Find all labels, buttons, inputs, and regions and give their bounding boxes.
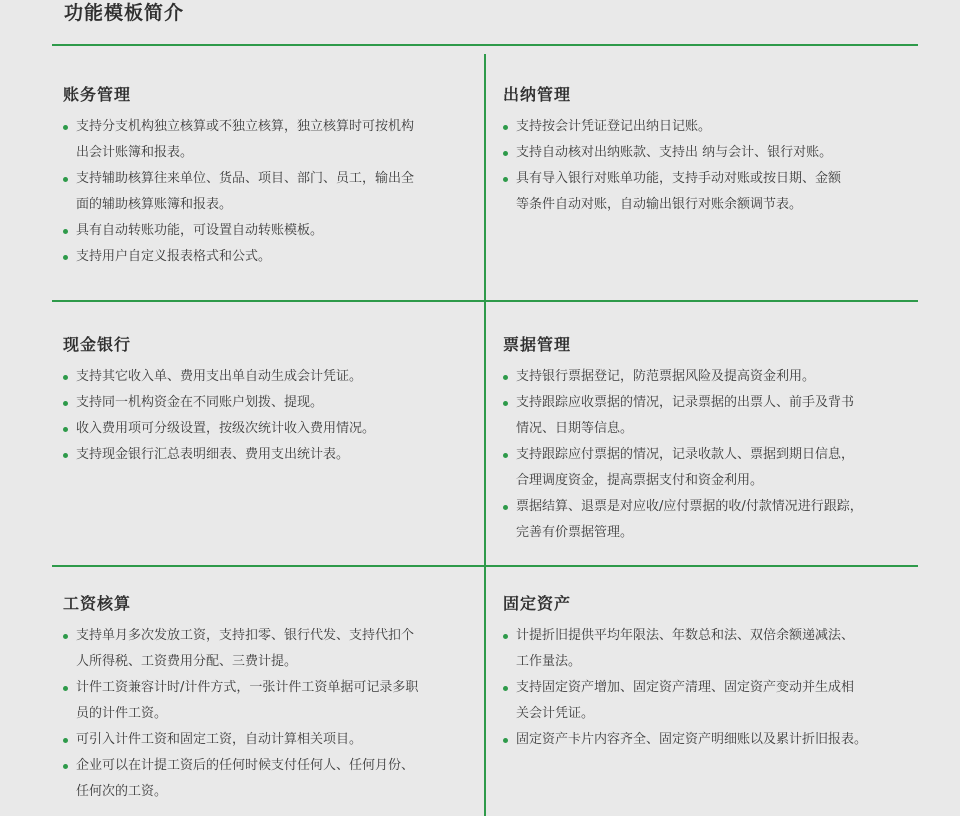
feature-text: 计提折旧提供平均年限法、年数总和法、双倍余额递减法、 (516, 628, 855, 643)
section-bills (503, 334, 918, 546)
bullet-icon (503, 453, 508, 458)
bullet-icon (503, 505, 508, 510)
feature-text: 完善有价票据管理。 (516, 525, 634, 540)
feature-text: 支持辅助核算往来单位、货品、项目、部门、员工，输出全 (76, 171, 415, 186)
feature-text: 支持用户自定义报表格式和公式。 (76, 249, 272, 264)
bullet-icon (63, 427, 68, 432)
feature-text: 支持固定资产增加、固定资产清理、固定资产变动并生成相 (516, 680, 855, 695)
row-divider-2 (52, 565, 918, 567)
bullet-icon (503, 738, 508, 743)
feature-text: 支持跟踪应付票据的情况，记录收款人、票据到期日信息， (516, 447, 855, 462)
feature-text: 出会计账簿和报表。 (76, 145, 194, 160)
feature-item (63, 623, 475, 675)
feature-item (63, 166, 475, 218)
bullet-icon (63, 738, 68, 743)
section-title: 票据管理 (503, 335, 572, 354)
bullet-icon (63, 177, 68, 182)
feature-text: 支持分支机构独立核算或不独立核算，独立核算时可按机构 (76, 119, 415, 134)
bullet-icon (63, 401, 68, 406)
bullet-icon (63, 634, 68, 639)
bullet-icon (63, 229, 68, 234)
feature-item (63, 218, 475, 244)
feature-item (503, 442, 918, 494)
feature-text: 支持自动核对出纳账款、支持出 纳与会计、银行对账。 (516, 145, 833, 160)
feature-text: 具有导入银行对账单功能，支持手动对账或按日期、金额 (516, 171, 842, 186)
bullet-icon (503, 401, 508, 406)
feature-item (63, 416, 475, 442)
feature-text: 支持其它收入单、费用支出单自动生成会计凭证。 (76, 369, 363, 384)
top-divider (52, 44, 918, 46)
feature-item (503, 675, 918, 727)
feature-text: 人所得税、工资费用分配、三费计提。 (76, 654, 298, 669)
feature-text: 面的辅助核算账簿和报表。 (76, 197, 233, 212)
feature-item (503, 623, 918, 675)
section-title: 固定资产 (503, 594, 572, 613)
feature-item (503, 390, 918, 442)
feature-text: 支持同一机构资金在不同账户划拨、提现。 (76, 395, 324, 410)
feature-item (63, 675, 475, 727)
page-title: 功能模板简介 (64, 2, 185, 24)
section-cashier (503, 84, 918, 218)
feature-text: 支持按会计凭证登记出纳日记账。 (516, 119, 712, 134)
feature-text: 任何次的工资。 (76, 784, 168, 799)
feature-list (503, 114, 918, 218)
feature-item (63, 244, 475, 270)
feature-list (63, 364, 475, 468)
bullet-icon (63, 686, 68, 691)
feature-text: 计件工资兼容计时/计件方式，一张计件工资单据可记录多职 (76, 680, 419, 695)
feature-text: 支持跟踪应收票据的情况，记录票据的出票人、前手及背书 (516, 395, 855, 410)
bullet-icon (503, 375, 508, 380)
feature-list (503, 364, 918, 546)
bullet-icon (503, 125, 508, 130)
feature-text: 工作量法。 (516, 654, 582, 669)
feature-text: 关会计凭证。 (516, 706, 595, 721)
bullet-icon (63, 453, 68, 458)
feature-text: 固定资产卡片内容齐全、固定资产明细账以及累计折旧报表。 (516, 732, 868, 747)
bullet-icon (63, 255, 68, 260)
section-fixed-assets (503, 593, 918, 753)
feature-item (63, 114, 475, 166)
feature-text: 员的计件工资。 (76, 706, 168, 721)
feature-item (63, 442, 475, 468)
feature-text: 可引入计件工资和固定工资，自动计算相关项目。 (76, 732, 363, 747)
feature-item (503, 166, 918, 218)
feature-list (503, 623, 918, 753)
feature-text: 具有自动转账功能，可设置自动转账模板。 (76, 223, 324, 238)
feature-text: 支持单月多次发放工资，支持扣零、银行代发、支持代扣个 (76, 628, 415, 643)
section-title: 出纳管理 (503, 85, 572, 104)
feature-text: 情况、日期等信息。 (516, 421, 634, 436)
feature-item (63, 364, 475, 390)
bullet-icon (503, 686, 508, 691)
feature-text: 收入费用项可分级设置，按级次统计收入费用情况。 (76, 421, 376, 436)
bullet-icon (63, 375, 68, 380)
bullet-icon (503, 177, 508, 182)
feature-item (503, 494, 918, 546)
section-title: 账务管理 (63, 85, 132, 104)
feature-text: 支持银行票据登记，防范票据风险及提高资金利用。 (516, 369, 816, 384)
feature-list (63, 114, 475, 270)
feature-item (63, 753, 475, 805)
feature-item (503, 727, 918, 753)
feature-text: 等条件自动对账，自动输出银行对账余额调节表。 (516, 197, 803, 212)
feature-text: 支持现金银行汇总表明细表、费用支出统计表。 (76, 447, 350, 462)
bullet-icon (63, 125, 68, 130)
feature-text: 企业可以在计提工资后的任何时候支付任何人、任何月份、 (76, 758, 415, 773)
feature-list (63, 623, 475, 805)
feature-item (503, 114, 918, 140)
feature-text: 票据结算、退票是对应收/应付票据的收/付款情况进行跟踪， (516, 499, 863, 514)
bullet-icon (503, 151, 508, 156)
section-title: 工资核算 (63, 594, 132, 613)
feature-item (503, 364, 918, 390)
section-cash-bank (63, 334, 475, 468)
feature-text: 合理调度资金，提高票据支付和资金利用。 (516, 473, 764, 488)
feature-item (63, 390, 475, 416)
vertical-divider (484, 54, 486, 816)
feature-item (503, 140, 918, 166)
feature-item (63, 727, 475, 753)
bullet-icon (503, 634, 508, 639)
section-payroll (63, 593, 475, 805)
bullet-icon (63, 764, 68, 769)
section-title: 现金银行 (63, 335, 132, 354)
row-divider-1 (52, 300, 918, 302)
section-accounting (63, 84, 475, 270)
